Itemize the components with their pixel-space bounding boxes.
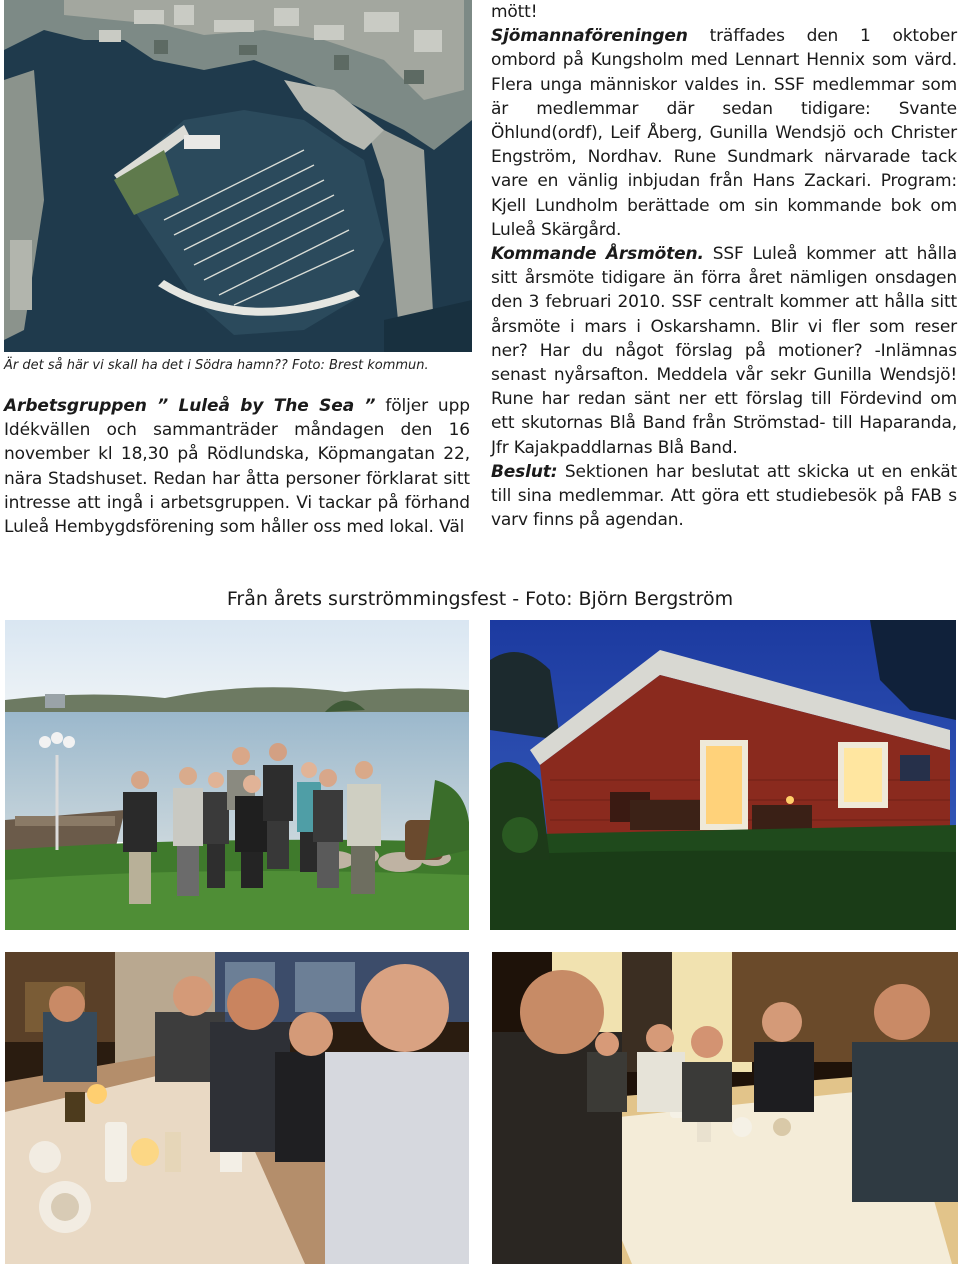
left-article-body: följer upp Idékvällen och sammanträder måndagen den 16 november kl 18,30 på Rödlundska, Köpmangatan 22, nära Stadshuset. Redan har åtta personer förklarat sitt intresse att ingå i arbetsgruppen. Vi tackar på förhand Luleå Hembygdsförening som håller oss med lokal. Väl <box>4 396 470 538</box>
dinner-table-left-photo <box>5 952 469 1264</box>
arsmoten-body: SSF Luleå kommer att hålla sitt årsmöte tidigare än förra året nämligen onsdagen den 3 februari 2010. SSF centralt kommer att hålla sitt årsmöte i mars i Oskarshamn. Blir vi fler som reser ner? Har du något förslag på motioner? -Inlämnas senast nyårsafton. Meddela vår sekr Gunilla Wendsjö! Rune har redan sänt ner ett förslag till Fördevind om ett skutornas Blå Band från Strömstad- till Haparanda, Jfr Kajakpaddlarnas Blå Band. <box>491 244 957 458</box>
fest-photos-caption: Från årets surströmmingsfest - Foto: Björn Bergström <box>226 588 734 610</box>
sjomannaforeningen-body: träffades den 1 oktober ombord på Kungsholm med Lennart Hennix som värd. Flera unga människor valdes in. SSF medlemmar som är medlemmar där sedan tidigare: Svante Öhlund(ordf), Leif Åberg, Gunilla Wendsjö och Christer Engström, Nordhav. Rune Sundmark närvarade tack vare en vänlig inbjudan från Hans Zackari. Program: Kjell Lundholm berättade om sin kommande bok om Luleå Skärgård. <box>491 26 957 240</box>
dinner-table-right-photo <box>492 952 958 1264</box>
group-by-water-photo <box>5 620 469 930</box>
left-article <box>4 394 470 539</box>
beslut-heading: Beslut: <box>491 461 558 482</box>
red-cottage-dusk-photo <box>490 620 956 930</box>
aerial-photo-caption: Är det så här vi skall ha det i Södra hamn?? Foto: Brest kommun. <box>4 358 429 373</box>
right-article-continuation: mött! <box>491 2 538 22</box>
arsmoten-heading: Kommande Årsmöten. <box>491 244 704 265</box>
left-article-heading: Arbetsgruppen ” Luleå by The Sea ” <box>4 396 376 416</box>
right-article <box>491 0 957 532</box>
aerial-harbor-photo <box>4 0 472 352</box>
beslut-body: Sektionen har beslutat att skicka ut en enkät till sina medlemmar. Att göra ett studiebesök på FAB s varv finns på agendan. <box>491 461 957 531</box>
sjomannaforeningen-heading: Sjömannaföreningen <box>491 26 688 47</box>
